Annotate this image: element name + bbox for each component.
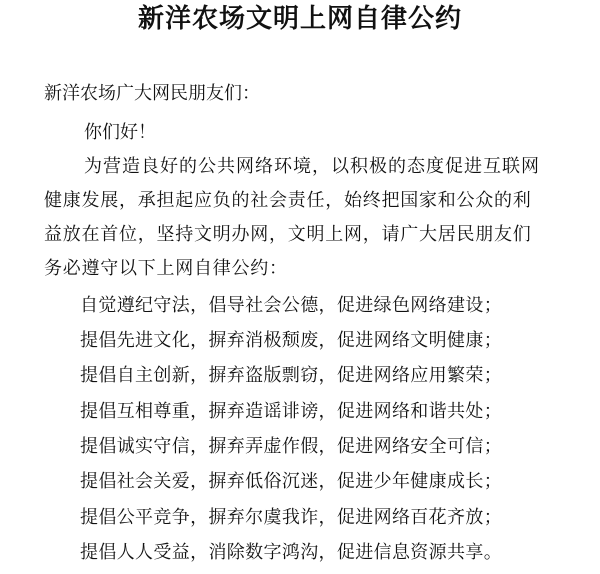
pledge-item: 提倡先进文化，摒弃消极颓废，促进网络文明健康；: [80, 330, 503, 351]
pledge-item: 提倡社会关爱，摒弃低俗沉迷，促进少年健康成长；: [80, 471, 503, 492]
pledge-item: 提倡公平竞争，摒弃尔虞我诈，促进网络百花齐放；: [80, 507, 503, 528]
pledge-item: 提倡人人受益，消除数字鸿沟，促进信息资源共享。: [80, 542, 503, 563]
intro-line: 益放在首位，坚持文明办网，文明上网，请广大居民朋友们: [44, 224, 532, 245]
document-title: 新洋农场文明上网自律公约: [137, 4, 462, 34]
intro-line: 为营造良好的公共网络环境，以积极的态度促进互联网: [84, 156, 540, 177]
pledge-item: 提倡互相尊重，摒弃造谣诽谤，促进网络和谐共处；: [80, 401, 503, 422]
salutation: 新洋农场广大网民朋友们：: [44, 83, 260, 104]
greeting: 你们好！: [84, 122, 156, 143]
intro-line: 健康发展，承担起应负的社会责任，始终把国家和公众的利: [44, 190, 532, 211]
intro-line: 务必遵守以下上网自律公约：: [44, 258, 288, 279]
pledge-item: 提倡自主创新，摒弃盗版剽窃，促进网络应用繁荣；: [80, 365, 503, 386]
pledge-item: 自觉遵纪守法，倡导社会公德，促进绿色网络建设；: [80, 295, 503, 316]
pledge-item: 提倡诚实守信，摒弃弄虚作假，促进网络安全可信；: [80, 436, 503, 457]
